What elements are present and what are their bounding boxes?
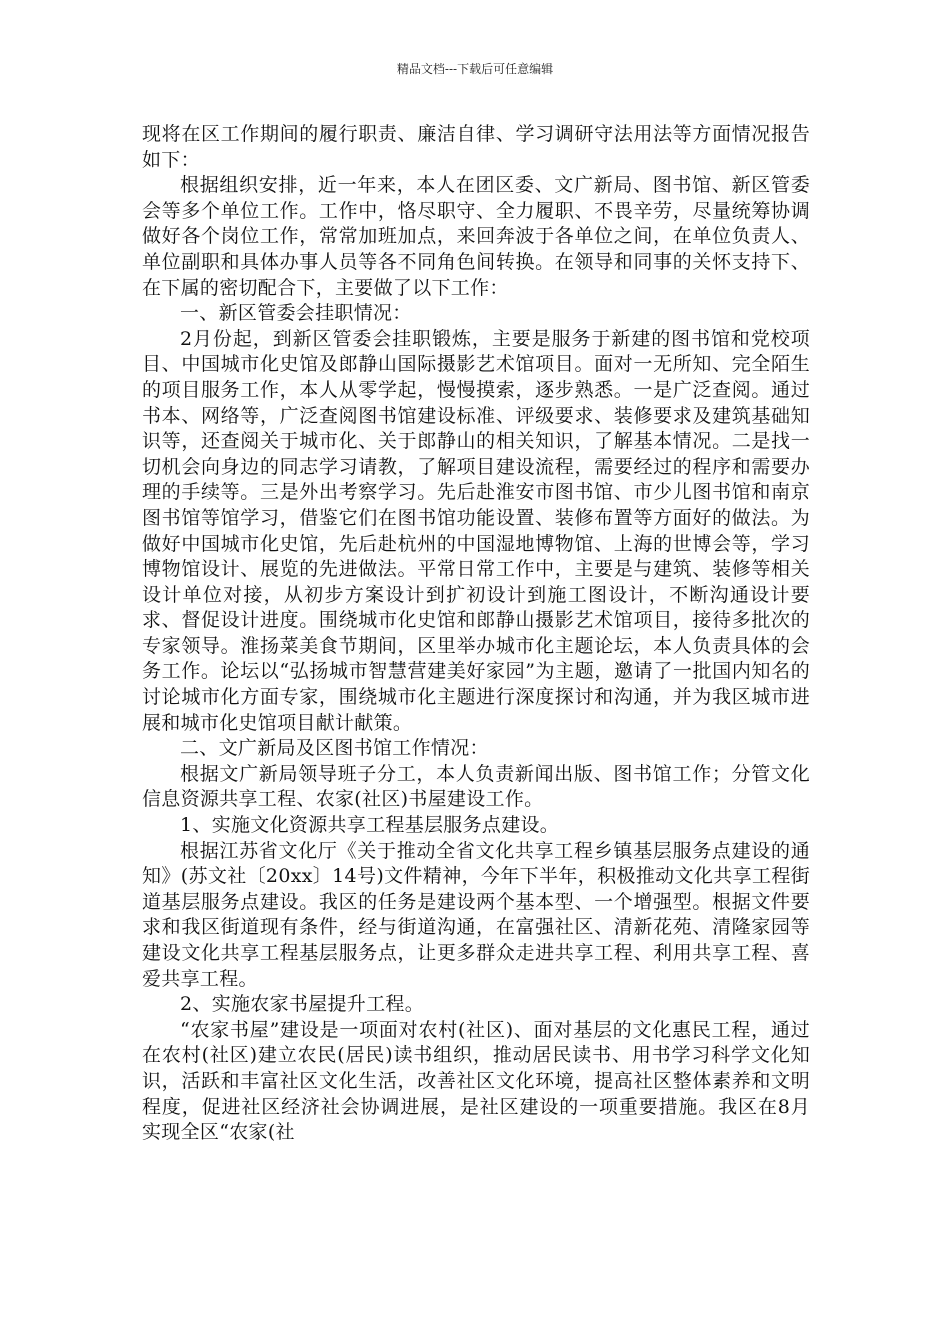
- page-header: 精品文档---下载后可任意编辑: [396, 62, 554, 76]
- paragraph-2: 根据组织安排，近一年来，本人在团区委、文广新局、图书馆、新区管委会等多个单位工作。工作中，恪尽职守、全力履职、不畏辛劳，尽量统筹协调做好各个岗位工作，常常加班加点，来回奔波于各单位之间，在单位负责人、单位副职和具体办事人员等各不同角色间转换。在领导和同事的关怀支持下、在下属的密切配合下，主要做了以下工作：: [142, 174, 810, 299]
- paragraph-1: 现将在区工作期间的履行职责、廉洁自律、学习调研守法用法等方面情况报告如下：: [142, 123, 810, 171]
- subsection-heading-1: 1、实施文化资源共享工程基层服务点建设。: [180, 814, 560, 837]
- paragraph-6: “农家书屋”建设是一项面对农村(社区)、面对基层的文化惠民工程，通过在农村(社区)建立农民(居民)读书组织，推动居民读书、用书学习科学文化知识，活跃和丰富社区文化生活，改善社区文化环境，提高社区整体素养和文明程度，促进社区经济社会协调进展，是社区建设的一项重要措施。我区在8月实现全区“农家(社: [142, 1018, 810, 1144]
- paragraph-4: 根据文广新局领导班子分工，本人负责新闻出版、图书馆工作；分管文化信息资源共享工程、农家(社区)书屋建设工作。: [142, 762, 810, 811]
- paragraph-3: 2月份起，到新区管委会挂职锻炼，主要是服务于新建的图书馆和党校项目、中国城市化史馆及郎静山国际摄影艺术馆项目。面对一无所知、完全陌生的项目服务工作，本人从零学起，慢慢摸索，逐步熟悉。一是广泛查阅。通过书本、网络等，广泛查阅图书馆建设标准、评级要求、装修要求及建筑基础知识等，还查阅关于城市化、关于郎静山的相关知识，了解基本情况。二是找一切机会向身边的同志学习请教，了解项目建设流程，需要经过的程序和需要办理的手续等。三是外出考察学习。先后赴淮安市图书馆、市少儿图书馆和南京图书馆等馆学习，借鉴它们在图书馆功能设置、装修布置等方面好的做法。为做好中国城市化史馆，先后赴杭州的中国湿地博物馆、上海的世博会等，学习博物馆设计、展览的先进做法。平常日常工作中，主要是与建筑、装修等相关设计单位对接，从初步方案设计到扩初设计到施工图设计，不断沟通设计要求、督促设计进度。围绕城市化史馆和郎静山摄影艺术馆项目，接待多批次的专家领导。淮扬菜美食节期间，区里举办城市化主题论坛，本人负责具体的会务工作。论坛以“弘扬城市智慧营建美好家园”为主题，邀请了一批国内知名的讨论城市化方面专家，围绕城市化主题进行深度探讨和沟通，并为我区城市进展和城市化史馆项目献计献策。: [142, 327, 810, 734]
- section-heading-1: 一、新区管委会挂职情况：: [180, 302, 412, 325]
- paragraph-5: 根据江苏省文化厅《关于推动全省文化共享工程乡镇基层服务点建设的通知》(苏文社〔20xx〕14号)文件精神，今年下半年，积极推动文化共享工程街道基层服务点建设。我区的任务是建设两个基本型、一个增强型。根据文件要求和我区街道现有条件，经与街道沟通，在富强社区、清新花苑、清隆家园等建设文化共享工程基层服务点，让更多群众走进共享工程、利用共享工程、喜爱共享工程。: [142, 839, 810, 990]
- document-body: [142, 122, 810, 1146]
- section-heading-2: 二、文广新局及区图书馆工作情况：: [180, 737, 489, 760]
- subsection-heading-2: 2、实施农家书屋提升工程。: [180, 993, 424, 1016]
